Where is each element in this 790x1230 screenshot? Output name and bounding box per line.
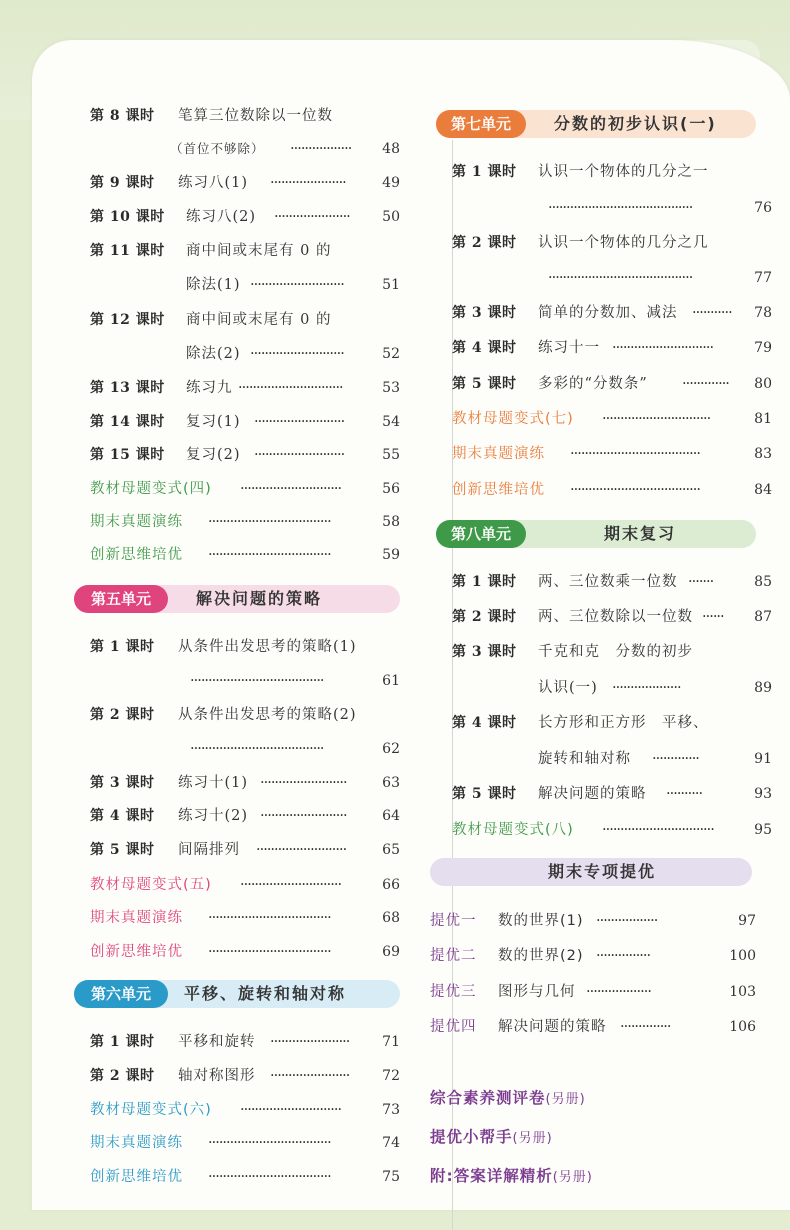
dot-leader: ······: [702, 609, 724, 625]
dot-leader: ········································: [548, 200, 693, 216]
dot-leader: ········································: [548, 270, 693, 286]
page-number: 75: [382, 1169, 400, 1185]
lesson-title: 从条件出发思考的策略(1): [178, 639, 357, 655]
lesson-title: 复习(2): [186, 447, 241, 463]
lesson-number: 第 14 课时: [90, 414, 165, 430]
appendix-note: (另册): [545, 1092, 586, 1107]
lesson-number: 第 8 课时: [90, 108, 155, 124]
unit-header[interactable]: [436, 520, 756, 548]
dot-leader: ·····································: [190, 741, 324, 757]
dot-leader: ··································: [208, 514, 331, 530]
extra-title: 创新思维培优: [452, 482, 545, 498]
lesson-number: 第 4 课时: [452, 340, 517, 356]
dot-leader: ·····················: [270, 175, 346, 191]
unit-badge: 第八单元: [436, 520, 526, 548]
appendix-item[interactable]: [430, 1125, 553, 1147]
dot-leader: ·························: [254, 447, 345, 463]
unit-title: 平移、旋转和轴对称: [184, 984, 347, 1003]
dot-leader: ······················: [270, 1068, 350, 1084]
page-number: 58: [382, 514, 400, 530]
page-number: 78: [754, 305, 772, 321]
dot-leader: ····································: [570, 446, 700, 462]
lesson-title: 练习十(2): [178, 808, 249, 824]
lesson-number: 第 5 课时: [452, 786, 517, 802]
page-number: 52: [382, 346, 400, 362]
dot-leader: ·············: [682, 376, 729, 392]
dot-leader: ·················: [596, 913, 658, 929]
dot-leader: ··························: [250, 277, 344, 293]
dot-leader: ·····································: [190, 673, 324, 689]
special-item-number: 提优一: [430, 913, 477, 929]
special-item-number: 提优四: [430, 1019, 477, 1035]
page-number: 48: [382, 141, 400, 157]
extra-title: 教材母题变式(六): [90, 1102, 212, 1118]
page-number: 100: [729, 948, 756, 964]
dot-leader: ··································: [208, 910, 331, 926]
lesson-number: 第 1 课时: [452, 164, 517, 180]
dot-leader: ·················: [290, 141, 352, 157]
lesson-title: 多彩的“分数条”: [538, 376, 648, 392]
appendix-note: (另册): [512, 1131, 553, 1146]
dot-leader: ······························: [602, 411, 711, 427]
lesson-number: 第 3 课时: [90, 775, 155, 791]
lesson-number: 第 3 课时: [452, 305, 517, 321]
page-number: 84: [754, 482, 772, 498]
lesson-title: 复习(1): [186, 414, 241, 430]
lesson-number: 第 13 课时: [90, 380, 165, 396]
page-number: 55: [382, 447, 400, 463]
dot-leader: ····························: [612, 340, 714, 356]
special-item-title: 数的世界(2): [498, 948, 584, 964]
dot-leader: ··································: [208, 547, 331, 563]
lesson-number: 第 5 课时: [452, 376, 517, 392]
page-number: 53: [382, 380, 400, 396]
extra-title: 期末真题演练: [452, 446, 545, 462]
page-number: 95: [754, 822, 772, 838]
extra-title: 教材母题变式(四): [90, 481, 212, 497]
page-number: 77: [754, 270, 772, 286]
dot-leader: ·······: [688, 574, 714, 590]
lesson-title: 认识一个物体的几分之几: [538, 235, 709, 251]
page-number: 85: [754, 574, 772, 590]
dot-leader: ···········: [692, 305, 732, 321]
lesson-title-continued: （首位不够除）: [170, 141, 265, 156]
lesson-title: 练习八(2): [186, 209, 257, 225]
special-item-title: 解决问题的策略: [498, 1019, 607, 1035]
page-number: 103: [729, 984, 756, 1000]
lesson-title: 商中间或末尾有 0 的: [186, 312, 332, 328]
special-item-number: 提优二: [430, 948, 477, 964]
page-number: 89: [754, 680, 772, 696]
dot-leader: ·············: [652, 751, 699, 767]
lesson-title: 轴对称图形: [178, 1068, 256, 1084]
page-number: 61: [382, 673, 400, 689]
page-number: 79: [754, 340, 772, 356]
dot-leader: ··································: [208, 1169, 331, 1185]
page-number: 62: [382, 741, 400, 757]
dot-leader: ·····················: [274, 209, 350, 225]
dot-leader: ··························: [250, 346, 344, 362]
lesson-title-continued: 旋转和轴对称: [538, 751, 631, 767]
lesson-title-continued: 除法(2): [186, 346, 241, 362]
lesson-title: 两、三位数乘一位数: [538, 574, 678, 590]
dot-leader: ··············: [620, 1019, 671, 1035]
lesson-title: 练习十一: [538, 340, 600, 356]
lesson-number: 第 2 课时: [90, 707, 155, 723]
page-number: 97: [738, 913, 756, 929]
page-number: 93: [754, 786, 772, 802]
lesson-title: 练习九: [186, 380, 233, 396]
lesson-number: 第 2 课时: [90, 1068, 155, 1084]
dot-leader: ··································: [208, 944, 331, 960]
page-number: 106: [729, 1019, 756, 1035]
lesson-title: 间隔排列: [178, 842, 240, 858]
appendix-item[interactable]: [430, 1164, 593, 1186]
extra-title: 教材母题变式(八): [452, 822, 574, 838]
appendix-title: 附:答案详解精析: [430, 1167, 553, 1185]
unit-badge: 第六单元: [74, 980, 168, 1008]
lesson-number: 第 9 课时: [90, 175, 155, 191]
lesson-number: 第 1 课时: [452, 574, 517, 590]
lesson-number: 第 4 课时: [90, 808, 155, 824]
extra-title: 期末真题演练: [90, 514, 183, 530]
page-number: 69: [382, 944, 400, 960]
lesson-title-continued: 认识(一): [538, 680, 598, 696]
page-number: 66: [382, 877, 400, 893]
page-number: 81: [754, 411, 772, 427]
page-number: 51: [382, 277, 400, 293]
dot-leader: ·························: [254, 414, 345, 430]
lesson-number: 第 2 课时: [452, 235, 517, 251]
unit-badge: 第七单元: [436, 110, 526, 138]
dot-leader: ····························: [240, 481, 342, 497]
lesson-title: 简单的分数加、减法: [538, 305, 678, 321]
dot-leader: ·······························: [602, 822, 714, 838]
lesson-title: 两、三位数除以一位数: [538, 609, 693, 625]
special-section-title: 期末专项提优: [548, 862, 657, 881]
dot-leader: ····························: [240, 1102, 342, 1118]
page-number: 71: [382, 1034, 400, 1050]
unit-header[interactable]: [74, 585, 400, 613]
lesson-title: 平移和旋转: [178, 1034, 256, 1050]
lesson-number: 第 1 课时: [90, 1034, 155, 1050]
dot-leader: ··································: [208, 1135, 331, 1151]
page-number: 49: [382, 175, 400, 191]
special-item-title: 数的世界(1): [498, 913, 584, 929]
lesson-number: 第 5 课时: [90, 842, 155, 858]
dot-leader: ························: [260, 808, 347, 824]
lesson-number: 第 4 课时: [452, 715, 517, 731]
unit-header[interactable]: [74, 980, 400, 1008]
page-number: 74: [382, 1135, 400, 1151]
extra-title: 创新思维培优: [90, 944, 183, 960]
page-number: 65: [382, 842, 400, 858]
special-item-number: 提优三: [430, 984, 477, 1000]
page-number: 68: [382, 910, 400, 926]
page-number: 64: [382, 808, 400, 824]
lesson-number: 第 3 课时: [452, 644, 517, 660]
dot-leader: ························: [260, 775, 347, 791]
lesson-title: 笔算三位数除以一位数: [178, 108, 333, 124]
page-number: 63: [382, 775, 400, 791]
page-number: 76: [754, 200, 772, 216]
page-number: 83: [754, 446, 772, 462]
extra-title: 创新思维培优: [90, 547, 183, 563]
page-number: 56: [382, 481, 400, 497]
lesson-title: 商中间或末尾有 0 的: [186, 243, 332, 259]
lesson-title: 练习十(1): [178, 775, 249, 791]
lesson-number: 第 12 课时: [90, 312, 165, 328]
appendix-title: 综合素养测评卷: [430, 1089, 546, 1107]
lesson-title: 千克和克 分数的初步: [538, 644, 693, 660]
page-number: 72: [382, 1068, 400, 1084]
dot-leader: ··········: [666, 786, 703, 802]
page-number: 91: [754, 751, 772, 767]
special-section-header[interactable]: [430, 858, 752, 886]
dot-leader: ····························: [240, 877, 342, 893]
lesson-title-continued: 除法(1): [186, 277, 241, 293]
unit-title: 分数的初步认识(一): [554, 114, 717, 133]
lesson-title: 解决问题的策略: [538, 786, 647, 802]
page-number: 54: [382, 414, 400, 430]
lesson-number: 第 15 课时: [90, 447, 165, 463]
lesson-number: 第 1 课时: [90, 639, 155, 655]
appendix-note: (另册): [552, 1170, 593, 1185]
lesson-title: 认识一个物体的几分之一: [538, 164, 709, 180]
extra-title: 创新思维培优: [90, 1169, 183, 1185]
unit-header[interactable]: [436, 110, 756, 138]
toc-page: [32, 40, 790, 1210]
special-item-title: 图形与几何: [498, 984, 576, 1000]
dot-leader: ··················: [586, 984, 651, 1000]
extra-title: 教材母题变式(七): [452, 411, 574, 427]
page-number: 87: [754, 609, 772, 625]
dot-leader: ···················: [612, 680, 681, 696]
dot-leader: ···············: [596, 948, 651, 964]
unit-badge: 第五单元: [74, 585, 168, 613]
extra-title: 期末真题演练: [90, 1135, 183, 1151]
dot-leader: ······················: [270, 1034, 350, 1050]
dot-leader: ·························: [256, 842, 347, 858]
page-number: 50: [382, 209, 400, 225]
dot-leader: ····································: [570, 482, 700, 498]
unit-title: 解决问题的策略: [196, 589, 323, 608]
dot-leader: ·····························: [238, 380, 343, 396]
lesson-number: 第 11 课时: [90, 243, 165, 259]
lesson-number: 第 2 课时: [452, 609, 517, 625]
page-number: 59: [382, 547, 400, 563]
appendix-item[interactable]: [430, 1086, 586, 1108]
unit-title: 期末复习: [604, 524, 677, 543]
extra-title: 教材母题变式(五): [90, 877, 212, 893]
page-number: 80: [754, 376, 772, 392]
extra-title: 期末真题演练: [90, 910, 183, 926]
lesson-number: 第 10 课时: [90, 209, 165, 225]
page-number: 73: [382, 1102, 400, 1118]
lesson-title: 练习八(1): [178, 175, 249, 191]
lesson-title: 从条件出发思考的策略(2): [178, 707, 357, 723]
lesson-title: 长方形和正方形 平移、: [538, 715, 709, 731]
appendix-title: 提优小帮手: [430, 1128, 513, 1146]
